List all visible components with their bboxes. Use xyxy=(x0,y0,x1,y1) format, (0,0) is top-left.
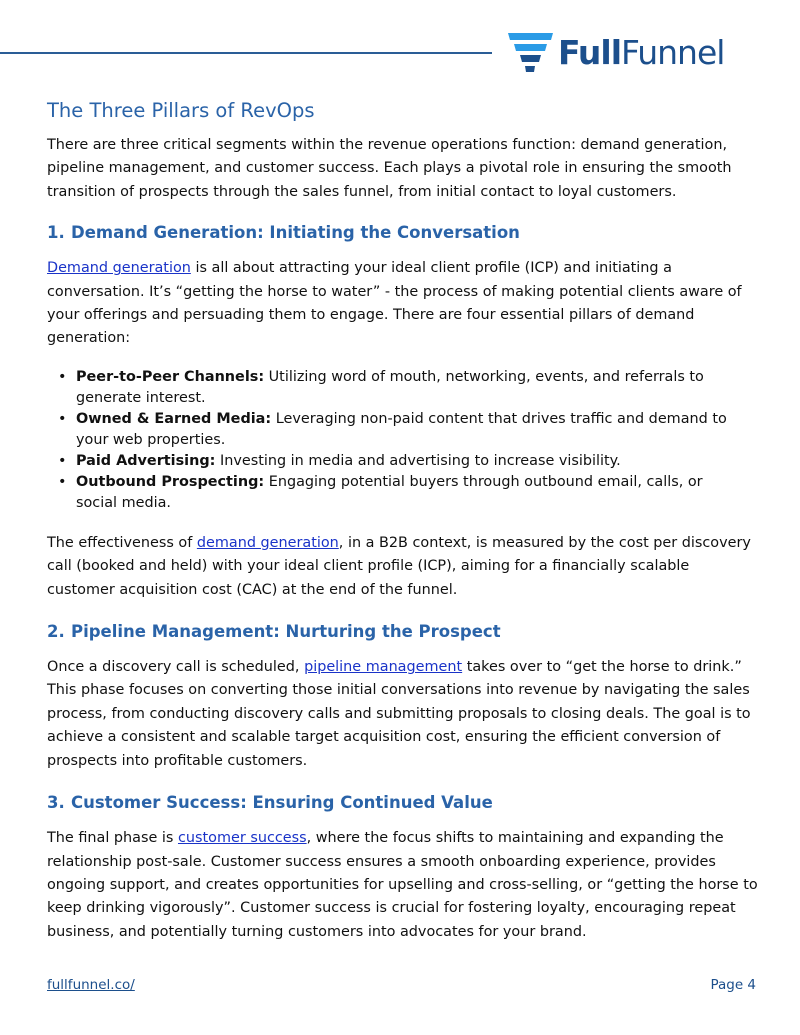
brand-wordmark xyxy=(558,32,725,72)
page-content xyxy=(47,97,759,944)
section-2-title: Pipeline Management: Nurturing the Prospect xyxy=(71,622,501,642)
header-rule xyxy=(0,52,492,54)
section-3-heading xyxy=(47,791,759,815)
paragraph-text: , in a B2B context, is measured by the cost per discovery call (booked and held) with your ideal client profile (ICP), aiming for a financially scalable customer acquisition cost (CAC) at the end of the funnel. xyxy=(47,534,751,598)
demand-generation-link[interactable]: Demand generation xyxy=(47,260,191,277)
section-1-paragraph-text: is all about attracting your ideal client profile (ICP) and initiating a conversation. It’s “getting the horse to water” - the process of making potential clients aware of your offerings and persuading them to engage. There are four essential pillars of demand generation: xyxy=(47,260,742,347)
section-1-paragraph xyxy=(47,257,759,351)
paragraph-text: The effectiveness of xyxy=(47,534,197,551)
section-1-number: 1. xyxy=(47,223,65,243)
list-item-term: Outbound Prospecting: xyxy=(76,473,265,490)
list-item xyxy=(47,451,727,472)
section-1-effectiveness-paragraph xyxy=(47,532,759,602)
section-1-title: Demand Generation: Initiating the Conversation xyxy=(71,223,520,243)
section-3-number: 3. xyxy=(47,793,65,813)
intro-paragraph: There are three critical segments within the revenue operations function: demand generation, pipeline management, and customer success. Each plays a pivotal role in ensuring the smooth transition of prospects through the sales funnel, from initial contact to loyal customers. xyxy=(47,137,732,200)
list-item-text: Utilizing word of mouth, networking, events, and referrals to generate interest. xyxy=(76,368,704,406)
paragraph-text: takes over to “get the horse to drink.” This phase focuses on converting those initial conversations into revenue by navigating the sales process, from conducting discovery calls and submitting proposals to closing deals. The goal is to achieve a consistent and scalable target acquisition cost, ensuring the efficient conversion of prospects into profitable customers. xyxy=(47,659,751,769)
section-3-title: Customer Success: Ensuring Continued Value xyxy=(71,793,493,813)
list-item-term: Peer-to-Peer Channels: xyxy=(76,368,265,385)
demand-generation-link-2[interactable]: demand generation xyxy=(196,534,339,551)
paragraph-text: Once a discovery call is scheduled, xyxy=(47,659,305,676)
section-1-heading xyxy=(47,221,759,245)
list-item-text: Investing in media and advertising to increase visibility. xyxy=(215,452,621,469)
section-3-paragraph xyxy=(47,827,759,944)
demand-pillars-list xyxy=(47,367,759,514)
brand-name-light: Funnel xyxy=(621,32,725,72)
list-item-term: Owned & Earned Media: xyxy=(76,410,272,427)
list-item-text: Leveraging non-paid content that drives traffic and demand to your web properties. xyxy=(76,410,727,448)
customer-success-link[interactable]: customer success xyxy=(177,830,307,847)
list-item-text: Engaging potential buyers through outbound email, calls, or social media. xyxy=(76,473,703,511)
section-2-heading xyxy=(47,620,759,644)
section-2-paragraph xyxy=(47,656,759,773)
funnel-logo-icon xyxy=(507,31,555,73)
paragraph-text: The final phase is xyxy=(47,830,178,847)
list-item xyxy=(47,367,727,409)
brand-name-bold: Full xyxy=(558,32,622,72)
pipeline-management-link[interactable]: pipeline management xyxy=(304,659,463,676)
footer-website-link[interactable]: fullfunnel.co/ xyxy=(47,977,135,993)
list-item-term: Paid Advertising: xyxy=(76,452,216,469)
paragraph-text: , where the focus shifts to maintaining and expanding the relationship post-sale. Customer success ensures a smooth onboarding experience, provides ongoing support, and creates opportunities for upselling and cross-selling, or “getting the horse to keep drinking vigorously”. Customer success is crucial for fostering loyalty, encouraging repeat business, and potentially turning customers into advocates for your brand. xyxy=(47,830,758,940)
list-item xyxy=(47,472,727,514)
page-number: Page 4 xyxy=(710,977,756,993)
section-2-number: 2. xyxy=(47,622,65,642)
list-item xyxy=(47,409,727,451)
brand-logo[interactable] xyxy=(507,30,757,74)
page-title: The Three Pillars of RevOps xyxy=(47,99,315,122)
